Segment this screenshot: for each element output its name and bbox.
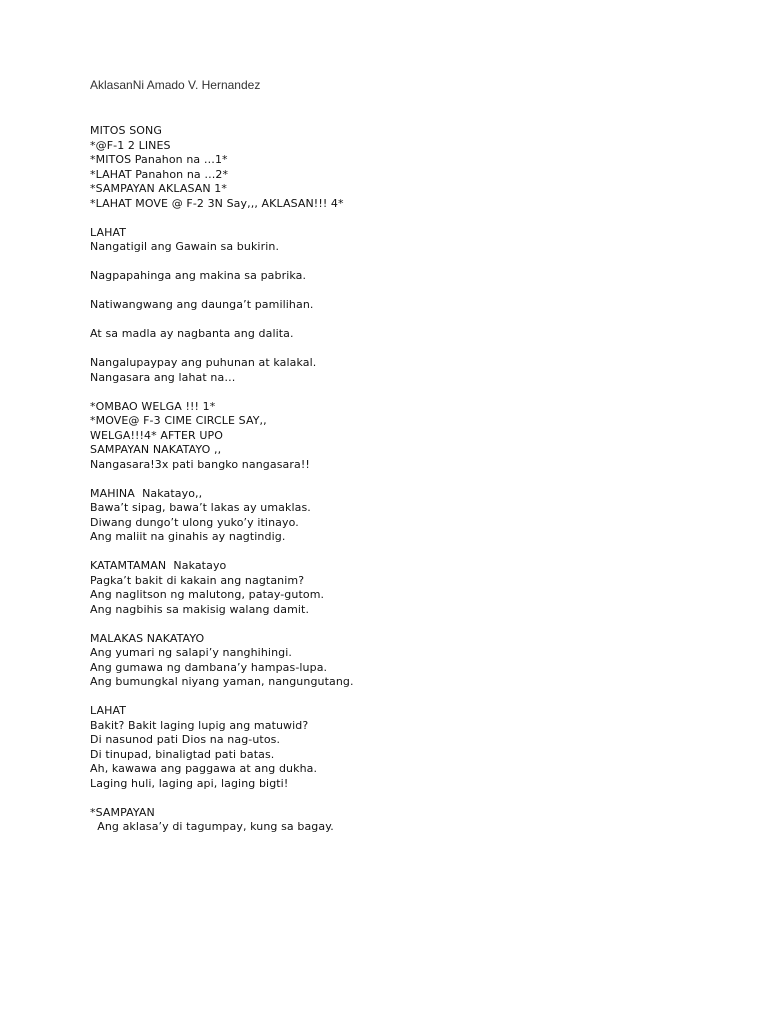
text-line: Ang aklasa’y di tagumpay, kung sa bagay. bbox=[90, 820, 334, 833]
text-line: Diwang dungo’t ulong yuko’y itinayo. bbox=[90, 515, 299, 529]
text-line: LAHAT bbox=[90, 225, 127, 239]
stanza bbox=[90, 487, 354, 545]
stanza-gap bbox=[90, 385, 354, 400]
text-line: Ang bumungkal niyang yaman, nangungutang. bbox=[90, 675, 354, 688]
text-line: At sa madla ay nagbanta ang dalita. bbox=[90, 327, 294, 340]
stanza bbox=[90, 327, 354, 342]
text-line: Nangalupaypay ang puhunan at kalakal. bbox=[90, 356, 317, 369]
text-line: WELGA!!!4* AFTER UPO bbox=[90, 428, 224, 442]
stanza-gap bbox=[90, 791, 354, 806]
text-line: Pagka’t bakit di kakain ang nagtanim? bbox=[90, 573, 305, 587]
stanza-gap bbox=[90, 313, 354, 328]
text-line: MITOS SONG bbox=[90, 124, 162, 137]
text-line: Nangasara!3x pati bangko nangasara!! bbox=[90, 457, 310, 471]
text-line: Ah, kawawa ang paggawa at ang dukha. bbox=[90, 762, 318, 775]
text-line: SAMPAYAN NAKATAYO ,, bbox=[90, 443, 222, 456]
stanza bbox=[90, 298, 354, 313]
text-line: *MOVE@ F-3 CIME CIRCLE SAY,, bbox=[90, 414, 267, 427]
text-line: *SAMPAYAN bbox=[90, 805, 155, 819]
stanza bbox=[90, 704, 354, 791]
text-line: Bawa’t sipag, bawa’t lakas ay umaklas. bbox=[90, 501, 311, 514]
text-line: Di nasunod pati Dios na nag-utos. bbox=[90, 733, 281, 746]
text-line: Laging huli, laging api, laging bigti! bbox=[90, 776, 289, 790]
text-line: Di tinupad, binaligtad pati batas. bbox=[90, 747, 275, 761]
stanza-gap bbox=[90, 342, 354, 357]
stanza-gap bbox=[90, 617, 354, 632]
stanza-gap bbox=[90, 211, 354, 226]
stanza-gap bbox=[90, 255, 354, 270]
document-body bbox=[90, 124, 354, 835]
text-line: MALAKAS NAKATAYO bbox=[90, 631, 205, 645]
text-line: Ang maliit na ginahis ay nagtindig. bbox=[90, 530, 286, 543]
text-line: *LAHAT Panahon na …2* bbox=[90, 167, 229, 181]
stanza bbox=[90, 632, 354, 690]
text-line: *MITOS Panahon na …1* bbox=[90, 153, 228, 166]
text-line: Nangatigil ang Gawain sa bukirin. bbox=[90, 240, 280, 253]
text-line: Nangasara ang lahat na… bbox=[90, 370, 236, 384]
text-line: *SAMPAYAN AKLASAN 1* bbox=[90, 182, 227, 195]
text-line: Bakit? Bakit laging lupig ang matuwid? bbox=[90, 718, 309, 732]
text-line: Ang gumawa ng dambana’y hampas-lupa. bbox=[90, 660, 328, 674]
text-line: *OMBAO WELGA !!! 1* bbox=[90, 399, 216, 413]
text-line: LAHAT bbox=[90, 704, 127, 717]
text-line: MAHINA Nakatayo,, bbox=[90, 486, 203, 500]
stanza bbox=[90, 400, 354, 473]
text-line: KATAMTAMAN Nakatayo bbox=[90, 559, 227, 572]
stanza bbox=[90, 269, 354, 284]
stanza bbox=[90, 356, 354, 385]
text-line: Ang yumari ng salapi’y nanghihingi. bbox=[90, 646, 292, 659]
text-line: *@F-1 2 LINES bbox=[90, 138, 171, 152]
text-line: *LAHAT MOVE @ F-2 3N Say,,, AKLASAN!!! 4* bbox=[90, 196, 344, 210]
stanza bbox=[90, 559, 354, 617]
stanza bbox=[90, 806, 354, 835]
document-title: AklasanNi Amado V. Hernandez bbox=[90, 78, 261, 92]
stanza-gap bbox=[90, 690, 354, 705]
stanza-gap bbox=[90, 472, 354, 487]
stanza bbox=[90, 124, 354, 211]
stanza bbox=[90, 226, 354, 255]
stanza-gap bbox=[90, 545, 354, 560]
text-line: Ang nagbihis sa makisig walang damit. bbox=[90, 602, 310, 616]
text-line: Natiwangwang ang daunga’t pamilihan. bbox=[90, 298, 314, 311]
text-line: Nagpapahinga ang makina sa pabrika. bbox=[90, 269, 307, 282]
stanza-gap bbox=[90, 284, 354, 299]
text-line: Ang naglitson ng malutong, patay-gutom. bbox=[90, 588, 325, 601]
